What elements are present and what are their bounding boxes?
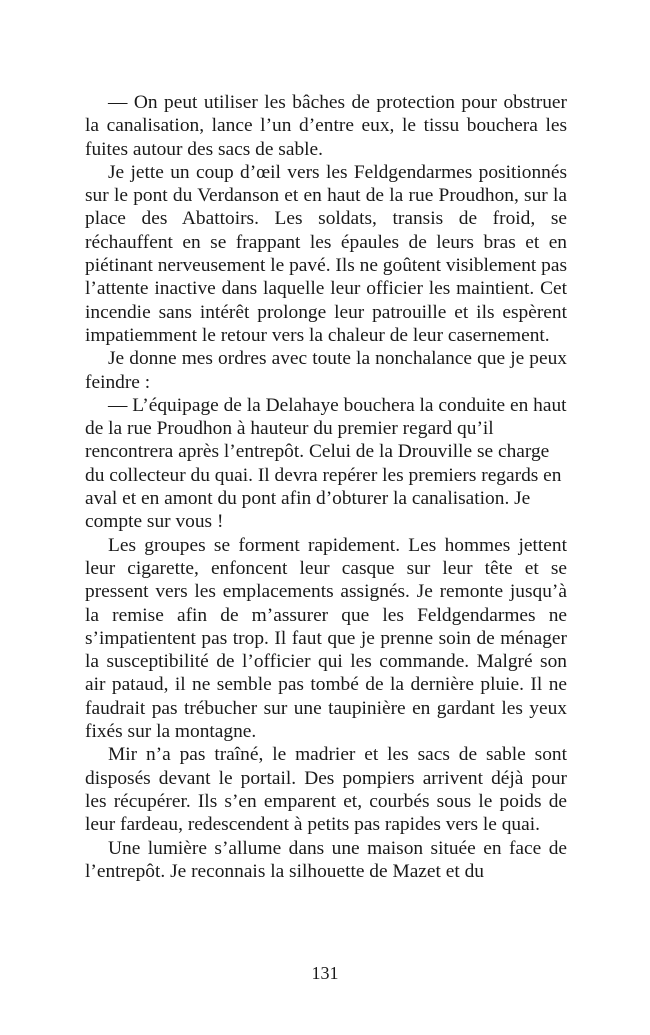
page-number: 131 xyxy=(311,963,339,983)
paragraph-3: Je donne mes ordres avec toute la nonchalance que je peux feindre : xyxy=(85,348,567,393)
paragraph-5: Les groupes se forment rapidement. Les hommes jettent leur cigarette, enfoncent leur casque sur leur tête et se pressent vers les emplacements assignés. Je remonte jusqu’à la remise afin de m’assurer que les Feldgendarmes ne s’impatientent pas trop. Il faut que je prenne soin de ménager la susceptibilité de l’officier qui les commande. Malgré son air pataud, il ne semble pas tombé de la dernière pluie. Il ne faudrait pas trébucher sur une taupinière en gardant les yeux fixés sur la montagne. xyxy=(85,534,567,743)
page-body xyxy=(85,91,567,883)
paragraph-7: Une lumière s’allume dans une maison située en face de l’entrepôt. Je reconnais la silhouette de Mazet et du xyxy=(85,837,567,882)
paragraph-1: — On peut utiliser les bâches de protection pour obstruer la canalisation, lance l’un d’entre eux, le tissu bouchera les fuites autour des sacs de sable. xyxy=(85,92,567,160)
paragraph-4: — L’équipage de la Delahaye bouchera la conduite en haut de la rue Proudhon à hauteur du premier regard qu’il rencontrera après l’entrepôt. Celui de la Drouville se charge du collecteur du quai. Il devra repérer les premiers regards en aval et en amont du pont afin d’obturer la canalisation. Je compte sur vous ! xyxy=(85,394,567,533)
paragraph-2: Je jette un coup d’œil vers les Feldgendarmes positionnés sur le pont du Verdanson et en haut de la rue Proudhon, sur la place des Abattoirs. Les soldats, transis de froid, se réchauffent en se frappant les épaules de leurs bras et en piétinant nerveusement le pavé. Ils ne goûtent visiblement pas l’attente inactive dans laquelle leur officier les maintient. Cet incendie sans intérêt prolonge leur patrouille et ils espèrent impatiemment le retour vers la chaleur de leur casernement. xyxy=(85,161,567,346)
paragraph-6: Mir n’a pas traîné, le madrier et les sacs de sable sont disposés devant le portail. Des pompiers arrivent déjà pour les récupérer. Ils s’en emparent et, courbés sous le poids de leur fardeau, redescendent à petits pas rapides vers le quai. xyxy=(85,744,567,836)
